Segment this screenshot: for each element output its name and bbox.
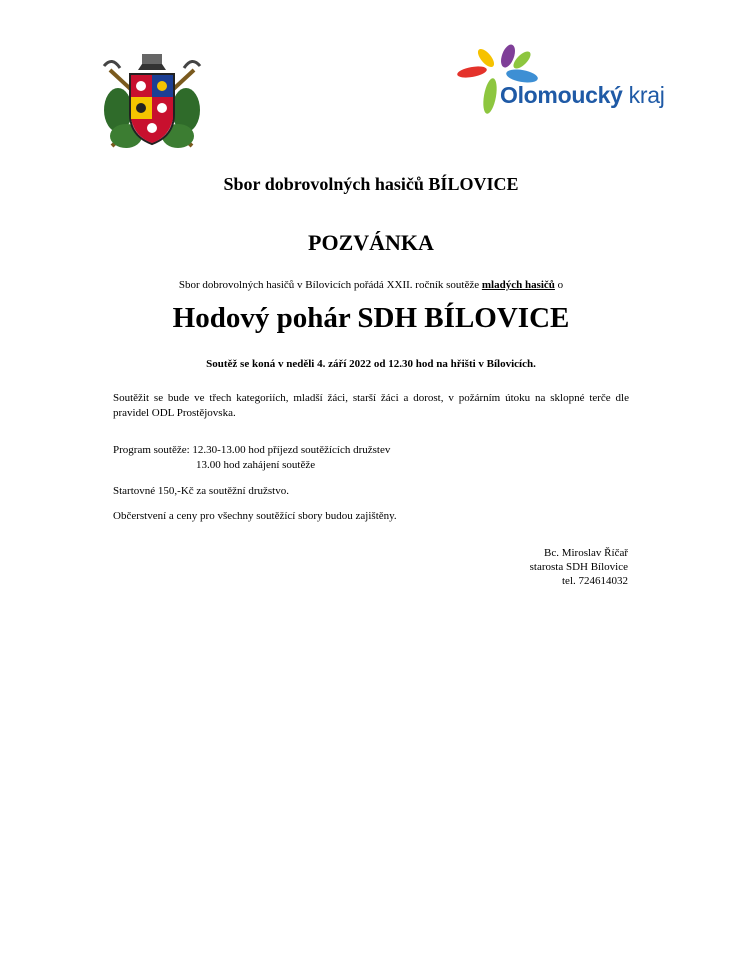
signature-role: starosta SDH Bílovice	[529, 561, 628, 573]
refreshments-note: Občerstvení a ceny pro všechny soutěžící sbory budou zajištěny.	[113, 510, 397, 522]
event-date-line: Soutěž se koná v neděli 4. září 2022 od 12.30 hod na hřišti v Bílovicích.	[206, 358, 536, 370]
intro-before: Sbor dobrovolných hasičů v Bílovicích pořádá XXII. ročník soutěže	[178, 279, 482, 291]
org-title: Sbor dobrovolných hasičů BÍLOVICE	[223, 174, 519, 194]
program-line-1: Program soutěže: 12.30-13.00 hod příjezd soutěžících družstev	[113, 444, 391, 456]
invitation-heading: POZVÁNKA	[308, 230, 434, 255]
categories-paragraph: Soutěžit se bude ve třech kategoriích, mladší žáci, starší žáci a dorost, v požárním útoku na sklopné terče dle pravidel ODL Prostějovska.	[113, 392, 629, 419]
signature-block	[530, 546, 628, 588]
region-name-light: kraj	[628, 82, 665, 108]
program-line-2: 13.00 hod zahájení soutěže	[196, 459, 316, 471]
intro-emphasis: mladých hasičů	[481, 279, 555, 291]
fire-brigade-emblem-icon	[96, 48, 208, 156]
intro-line	[0, 279, 742, 291]
signature-phone: tel. 724614032	[562, 575, 628, 587]
region-name-bold: Olomoucký	[500, 82, 623, 108]
region-name	[500, 82, 665, 109]
intro-after: o	[554, 279, 564, 291]
signature-name: Bc. Miroslav Říčař	[543, 547, 628, 559]
entry-fee: Startovné 150,-Kč za soutěžní družstvo.	[113, 485, 289, 497]
program-block	[113, 443, 629, 473]
event-title: Hodový pohár SDH BÍLOVICE	[172, 302, 570, 334]
